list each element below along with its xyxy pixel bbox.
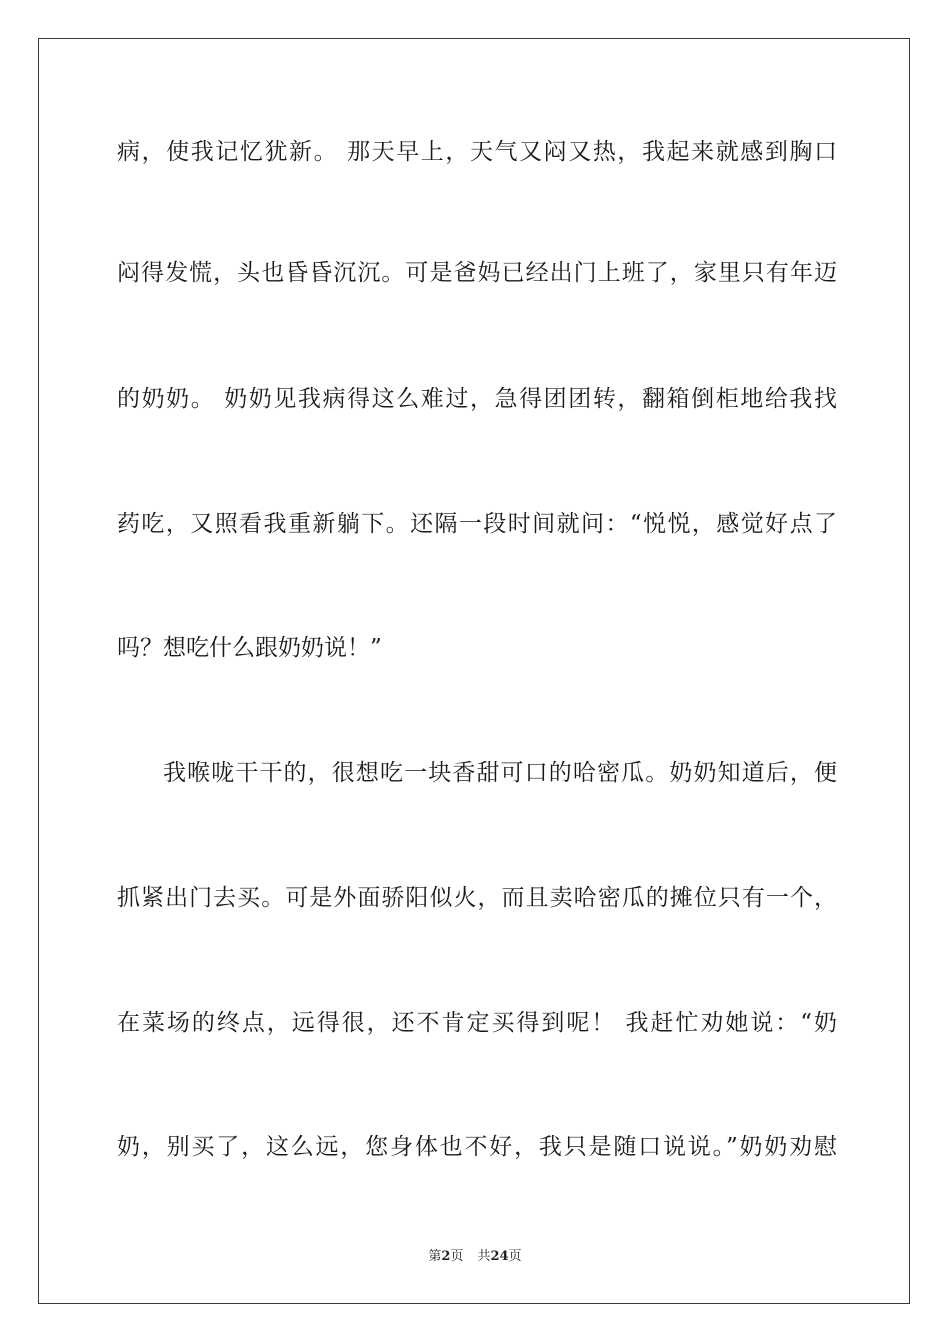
- total-prefix: 共: [477, 1249, 491, 1264]
- text-line: 病，使我记忆犹新。 那天早上，天气又闷又热，我起来就感到胸口: [117, 139, 837, 165]
- total-pages: 24: [490, 1249, 509, 1264]
- page-footer: [0, 1248, 950, 1266]
- page-suffix: 页: [450, 1249, 464, 1264]
- total-suffix: 页: [508, 1249, 522, 1264]
- text-line: 吗？想吃什么跟奶奶说！”: [117, 635, 382, 661]
- text-line: 抓紧出门去买。可是外面骄阳似火，而且卖哈密瓜的摊位只有一个，: [117, 885, 837, 911]
- text-line: 闷得发慌，头也昏昏沉沉。可是爸妈已经出门上班了，家里只有年迈: [117, 260, 837, 286]
- paragraph-first-line: 我喉咙干干的，很想吃一块香甜可口的哈密瓜。奶奶知道后，便: [163, 760, 837, 786]
- text-line: 的奶奶。 奶奶见我病得这么难过，急得团团转，翻箱倒柜地给我找: [117, 386, 837, 412]
- text-line: 在菜场的终点，远得很，还不肯定买得到呢！ 我赶忙劝她说：“奶: [117, 1010, 837, 1036]
- text-line: 奶，别买了，这么远，您身体也不好，我只是随口说说。”奶奶劝慰: [117, 1134, 837, 1160]
- page-prefix: 第: [428, 1249, 442, 1264]
- page-border: [38, 38, 910, 1304]
- page-number: 2: [441, 1249, 451, 1264]
- text-line: 药吃，又照看我重新躺下。还隔一段时间就问：“悦悦，感觉好点了: [117, 511, 837, 537]
